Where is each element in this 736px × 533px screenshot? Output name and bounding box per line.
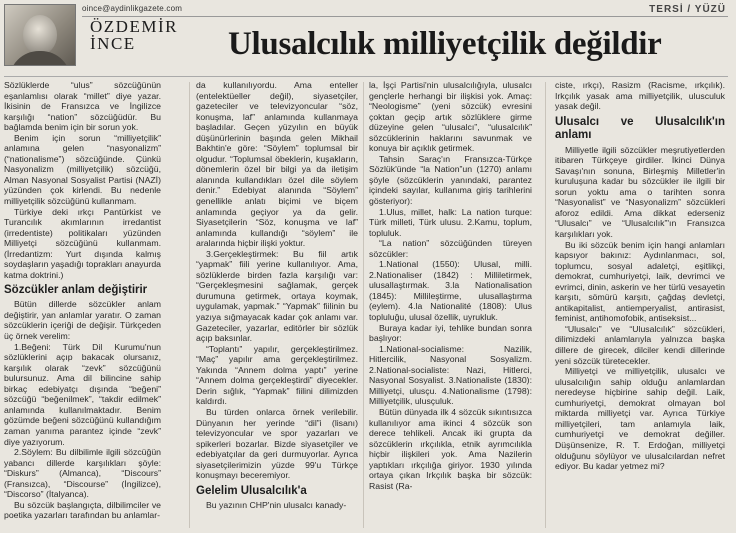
paragraph: Bu sözcük başlangıçta, dilbilimciler ve poetika yazarları tarafından bu anlamlar- [4,499,161,521]
article-column-4 [555,80,725,530]
article-column-3 [369,80,532,530]
article-column-1 [4,80,161,530]
paragraph: Milliyetçi ve milliyetçilik, ulusalcı ve ulusalcılığın sahip olduğu anlamlardan neredeyse hiçbirine sahip değil. Laik, cumhuriyetçi, demokrat olmayan bol miktarda milliyetçi var. Ayrıca Türkiye milliyetçileri, tam anlamıyla laik, cumhuriyetçi ve demokrat değiller. Düşünsenize, R. T. Erdoğan, milliyetçi olduğunu söylüyor ve ulusalcılardan nefret ediyor. Bu kadar yetmez mi? [555,366,725,472]
paragraph: 1.National-socialisme: Nazilik, Hitlercilik, Nasyonal Sosyalizm. 2.National-socialiste: Nazi, Hitlerci, Nasyonal Sosyalist. 3.Nationaliste (1830): Milliyetçi, ulusçu. 4.Nationalisme (1798): Milliyetçilik, ulusçuluk. [369,343,532,407]
author-photo [4,4,76,66]
paragraph: Bu türden onlarca örnek verilebilir. Dünyanın her yerinde “dil”i (lisanı) televizyoncular ve spor yazarları ve spikerleri bozarlar. Bizde siyasetçiler ve edebiyatçılar da geri durmuyorlar. Ayrıca siyasetçilerimizin yüzde 99'u Türkçe konuşmayı beceremiyor. [196,406,358,481]
author-first-name: ÖZDEMİR [90,17,178,36]
header-rule [82,16,728,17]
subheading-word-meaning: Sözcükler anlam değiştirir [4,284,148,297]
column-divider [363,82,364,528]
author-photo-head [23,15,57,55]
author-last-name: İNCE [90,34,136,53]
paragraph: la, İşçi Partisi'nin ulusalcılığıyla, ulusalcı gençlerle herhangi bir ilişkisi yok. Amaç: “Neologisme” (yeni sözcük) evresini çoktan geçip artık sözlüklere girme düzeyine gelen “ulusalcı”, “ulusalcılık” sözcüklerinin haklarını savunmak ve konuya bir açıklık getirmek. [369,80,532,154]
column-divider [189,82,190,528]
paragraph: Benim için sorun “milliyetçilik” anlamına gelen “nasyonalizm” (“nationalisme”) sözcüğünde. Çünkü Nasyonalizm (milliyetçilik) sözcüğü, Alman Nasyonal Sosyalist Partisi (NAZİ) yüzünden çok kirlendi. Bu nedenle milliyetçilik sözcüğünü kullanmam. [4,132,161,207]
article-headline: Ulusalcılık milliyetçilik değildir [228,26,662,62]
column-section-label: TERSİ / YÜZÜ [649,4,726,15]
paragraph: Buraya kadar iyi, tehlike bundan sonra başlıyor: [369,322,532,344]
paragraph: 1.Ulus, millet, halk: La nation turque: Türk milleti, Türk ulusu. 2.Kamu, toplum, topluluk. [369,206,532,238]
subheading-ulusalcilik: Gelelim Ulusalcılık'a [196,484,307,497]
paragraph: Bu yazının CHP'nin ulusalcı kanady- [206,499,347,510]
author-email[interactable]: oince@aydinlikgazete.com [82,4,183,13]
subheading-ulusalci-meaning: Ulusalcı ve Ulusalcılık'ın anlamı [555,115,725,141]
paragraph: 3.Gerçekleştirmek: Bu fiil artık “yapmak” fiili yerine kullanılıyor. Ama, sözlüklerde birden fazla karşılığı var: “Gerçekleşmesini sağlamak, gerçek durumuna getirmek, ortaya koymak, uygulamak, yapmak.” “Yapmak” fiilinin bu yazıya sığmayacak kadar çok anlamı var. Gazeteciler, yazarlar, editörler bir sözlük açıp baksınlar. [196,248,358,344]
author-photo-shoulders [9,51,71,66]
paragraph: “Ulusalcı” ve “Ulusalcılık” sözcükleri, dilimizdeki anlamlarıyla yalnızca başka dillere de girecek, dilciler kendi dillerinde yeni sözcük türetecekler. [555,323,725,366]
paragraph: ciste, ırkçı), Rasizm (Racisme, ırkçılık). Irkçılık yasak ama milliyetçilik, ulusculuk yasak değil. [555,80,725,112]
paragraph: Milliyetle ilgili sözcükler meşrutiyetlerden itibaren Türkçeye girdiler. İkinci Dünya Savaşı'nın sonuna, Birleşmiş Milletler'in kuruluşuna kadar bu sözcükler ile ilgili bir sorun yoktu ama o tarihten sonra “Nasyonalist” ve “Nasyonalizm” sözcükleri aforoz edildi. Ama dikkat ederseniz “Ulusalcı” ve “Ulusalcılık”'ın Fransızca karşılıkları yok. [555,144,725,240]
paragraph: “La nation” sözcüğünden türeyen sözcükler: [369,238,532,259]
paragraph: Bütün dünyada ilk 4 sözcük sıkıntısızca kullanılıyor ama ikinci 4 sözcük son derece tehlikeli. Ancak iki grupta da sözcüklerin ırkçılıkla, etnik ayrımcılıkla hiçbir ilişkileri yok. Ama Nazilerin yaptıkları ırkçılığa giriyor. 1930 yılında ortaya çıkan Irkçılık başka bir sözcük: Rasist (Ra- [369,406,532,491]
column-divider [545,82,546,528]
paragraph: 2.Söylem: Bu dilbilimle ilgili sözcüğün yabancı dillerde karşılıkları şöyle: “Diskurs” (Almanca), “Discours” (Fransızca), “Discourse” (İngilizce), “Discorso” (İtalyanca). [4,447,161,500]
paragraph: Bu iki sözcük benim için hangi anlamları kapsıyor bakınız: Aydınlanmacı, sol, toplumcu, sosyal adaletçi, eşitlikçi, demokrat, cumhuriyetçi, laik, devrimci ve evrimci, dinin, askerin ve her türlü vesayetin karşıtı, sömürü karşıtı, çağdaş devletçi, antikapitalist, antiemperyalist, antirasist, feminist, antihomofobik, antiseksist... [555,239,725,324]
paragraph: Türkiye deki ırkçı Pantürkist ve Turancılık akımlarının irredantist (irredentiste) politikaları yüzünden Milliyetçi sözcüğünü kullanmam. (İrredantizm: Yurt dışında kalmış soydaşların yaşadığı toprakları anayurda katma doktrini.) [4,206,161,280]
author-name [90,18,178,52]
paragraph: 1.Beğeni: Türk Dil Kurumu'nun sözlüklerini açıp bakacak olursanız, karşılık olarak “zevk” sözcüğünü bulursunuz. Ama dil bilincine sahip birkaç edebiyatçı dışında “beğeni” sözcüğü “beğenilmek”, “takdir edilmek” anlamında kullanılmaktadır. Benim gözümde beğeni sözcüğünü kullandığım zaman yanıma parantez içinde “zevk” diye yazıyorum. [4,341,161,447]
paragraph: Tahsin Saraç'ın Fransızca-Türkçe Sözlük'ünde “la Nation”un (1270) anlamı şöyle (sözcüklerin yanındaki, parantez içindeki sayılar, kullanıma giriş tarihlerini gösteriyor): [369,153,532,207]
paragraph: “Toplantı” yapılır, gerçekleştirilmez. “Maç” yapılır ama gerçekleştirilmez. Yakında “Annem dolma yaptı” yerine “Annem dolma gerçekleştirdi” diyecekler. Derin sığlık, “Yapmak” fiilini dilimizden kaldırdı. [196,343,358,407]
paragraph: da kullanılıyordu. Ama enteller (entelektüeller değil), siyasetçiler, gazeteciler ve televizyoncular “söz, konuşma, laf” anlamında kullanmaya başladılar. Geçen yüzyılın en büyük düşünürlerinin başında gelen Mikhail Bakhtin'e göre: “Söylem” toplumsal bir olgudur. “Toplumsal öbeklerin, kuşakların, dönemlerin özel bir bilgi ya da iletişim alanında kullandıkları özel dile söylem denir.” Edebiyat alanında “Söylem” genellikle anlatı biçimi ve biçem anlamında geçiyor ya da gelir. Siyasetçilerin “Söz, konuşma ve laf” anlamında kullandığı “söylem” ile aralarında hiçbir ilişki yoktur. [196,80,358,249]
paragraph: Sözlüklerde “ulus” sözcüğünün eşanlamlısı olarak “millet” diye yazar. İkisinin de Fransızca ve İngilizce karşılığı “nation” sözcüğüdür. Bu bağlamda benim için bir sorun yok. [4,80,161,133]
paragraph: Bütün dillerde sözcükler anlam değiştirir, yan anlamlar yaratır. O zaman sözcüklerin içeriği de değişir. Türkçeden üç örnek verelim: [4,299,161,342]
paragraph: 1.National (1550): Ulusal, milli. 2.Nationaliser (1842) : Milliletirmek, ulusallaştırmak. 3.la Nationalisation (1845): Millileştirme, ulusallaştırma (eylem). 4.la Nationalité (1808): Ulus topluluğu, ulusal özellik, uyrukluk. [369,259,532,323]
article-column-2 [196,80,358,530]
headline-rule [4,76,728,77]
